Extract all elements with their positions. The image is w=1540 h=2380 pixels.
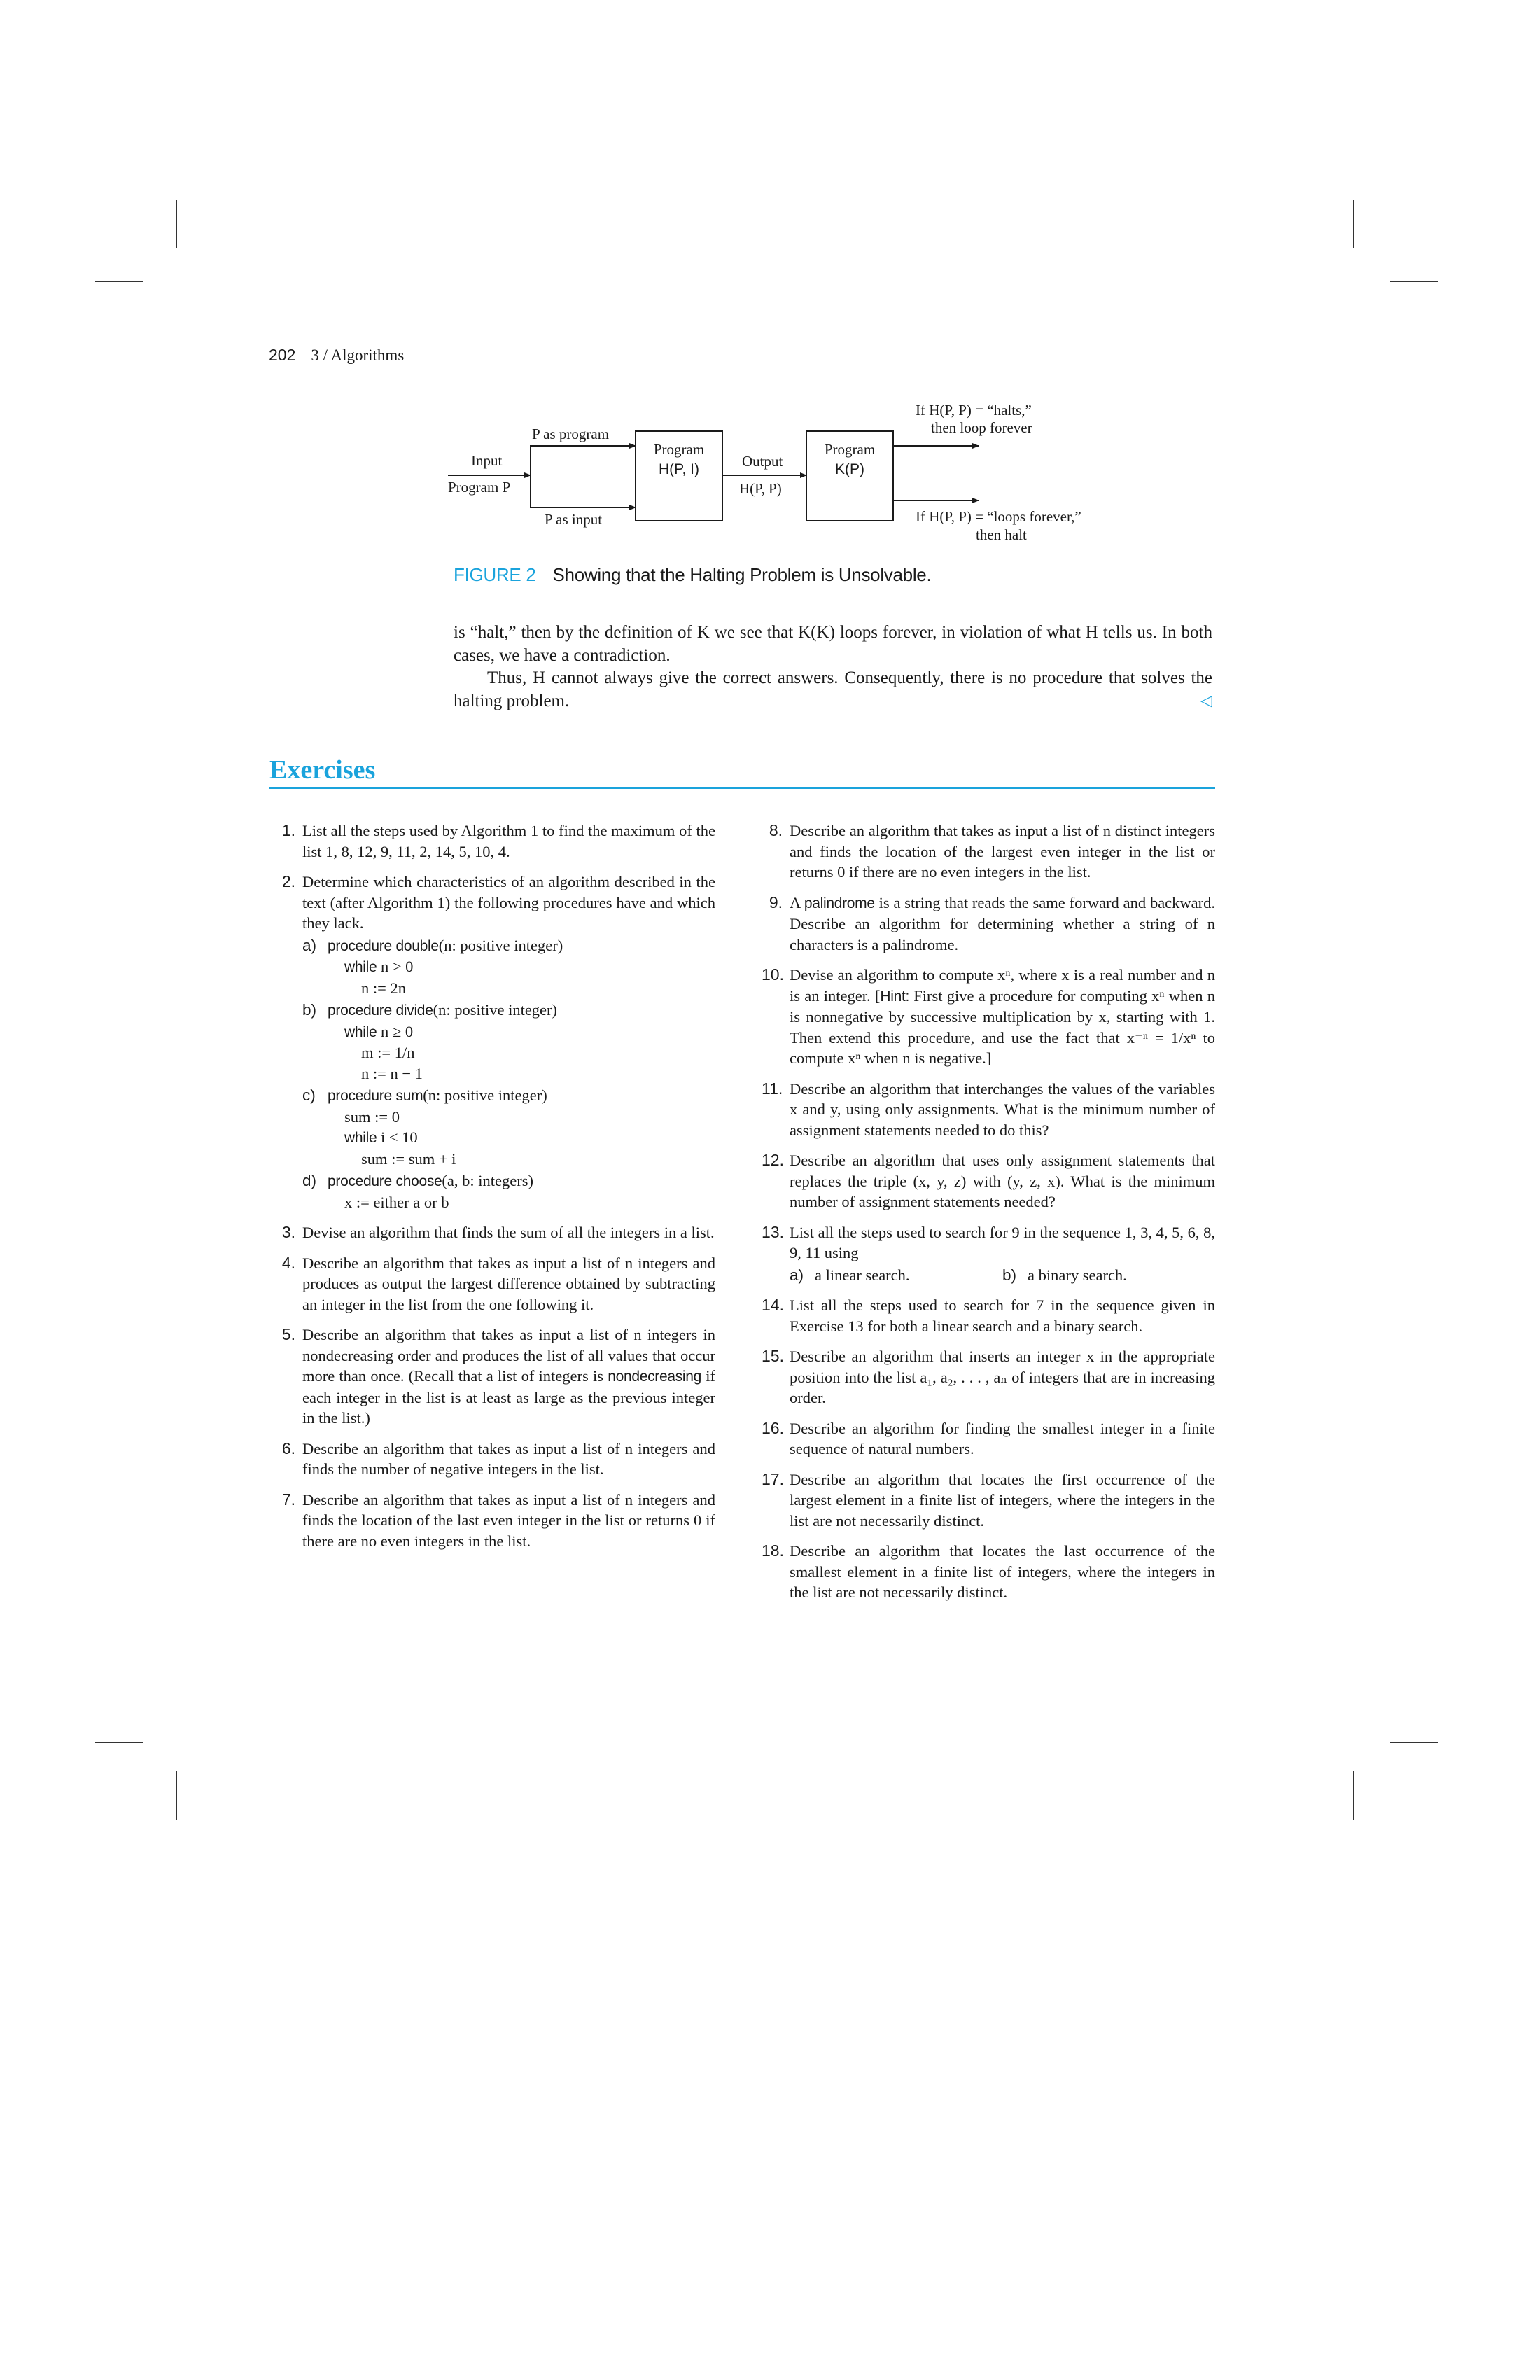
exercise-text: List all the steps used to search for 9 in the sequence 1, 3, 4, 5, 6, 8, 9, 11 using	[790, 1223, 1215, 1261]
exercise-number: 3.	[281, 1223, 295, 1241]
exercise-number: 4.	[281, 1253, 295, 1272]
crop-mark	[95, 281, 143, 282]
exercise-number: 17.	[762, 1469, 784, 1488]
exercise-part	[302, 1085, 715, 1169]
body-text	[454, 622, 1212, 713]
box1-line2: H(P, I)	[659, 461, 699, 477]
exercise-item	[762, 1079, 1215, 1141]
crop-mark	[1390, 281, 1438, 282]
exercise-part: a) a linear search.	[790, 1266, 910, 1284]
output-value: H(P, P)	[739, 480, 782, 497]
exercise-number: 8.	[769, 821, 783, 839]
crop-mark	[1390, 1742, 1438, 1743]
exercise-item	[274, 872, 715, 1212]
part-label: d)	[302, 1172, 317, 1189]
exercise-parts	[790, 1265, 1215, 1286]
halting-problem-figure	[448, 403, 1120, 557]
crop-mark	[1353, 200, 1354, 248]
part-label: a)	[302, 936, 317, 954]
exercise-text: Describe an algorithm that interchanges the values of the variables x and y, using only assignments. What is the minimum number of assignment statements needed to do this?	[790, 1079, 1215, 1139]
exercise-number: 13.	[762, 1222, 784, 1241]
exercise-item	[762, 1418, 1215, 1460]
exercise-text: Describe an algorithm that locates the last occurrence of the smallest element in a finite list of integers, where the integers in the list are not necessarily distinct.	[790, 1542, 1215, 1601]
exercise-text: Describe an algorithm that uses only assignment statements that replaces the triple (x, y, z) with (y, z, x). What is the minimum number of assignment statements needed?	[790, 1152, 1215, 1210]
exercise-text: A palindrome is a string that reads the same forward and backward. Describe an algorithm for determining whether a string of n characters is a palindrome.	[790, 893, 1216, 953]
exercise-text: Describe an algorithm that takes as input a list of n distinct integers and finds the location of the largest even integer in the list or returns 0 if there are no even integers in the list.	[790, 822, 1215, 881]
exercise-number: 7.	[281, 1490, 295, 1508]
exercise-text: Devise an algorithm that finds the sum of all the integers in a list.	[302, 1224, 715, 1241]
page-number: 202	[269, 346, 296, 364]
code-line: while i < 10	[344, 1128, 418, 1146]
exercise-item	[762, 1346, 1215, 1408]
figure-caption	[454, 564, 931, 586]
exercise-number: 1.	[281, 821, 295, 839]
figure-number: FIGURE 2	[454, 564, 536, 585]
bottom-branch-line1: If H(P, P) = “loops forever,”	[916, 508, 1082, 525]
exercise-number: 10.	[762, 965, 784, 983]
part-label: c)	[302, 1086, 316, 1104]
exercise-text: List all the steps used by Algorithm 1 to find the maximum of the list 1, 8, 12, 9, 11, 2, 14, 5, 10, 4.	[302, 822, 715, 860]
exercise-part	[302, 935, 715, 999]
exercise-number: 12.	[762, 1151, 784, 1169]
exercise-item	[274, 1324, 715, 1429]
box1-line1: Program	[653, 441, 705, 458]
figure-caption-text: Showing that the Halting Problem is Unsolvable.	[552, 564, 932, 585]
end-of-proof-icon: ◁	[1200, 692, 1212, 710]
paragraph-text: Thus, H cannot always give the correct answers. Consequently, there is no procedure that solves the halting problem.	[454, 668, 1212, 710]
exercise-part: b) a binary search.	[1002, 1266, 1127, 1284]
section-rule	[269, 788, 1215, 789]
p-as-input-label: P as input	[545, 511, 603, 528]
exercises-right-column	[762, 820, 1215, 1613]
exercise-item	[274, 1222, 715, 1243]
exercise-text: Describe an algorithm that takes as input a list of n integers in nondecreasing order and produces the list of all values that occur more than once. (Recall that a list of integers is nondecreasing if each integer in the list is at least as large as the previous integer in the list.)	[302, 1326, 716, 1427]
section-title: Exercises	[270, 755, 376, 785]
code-line: n := 2n	[361, 979, 406, 997]
exercise-item	[762, 1150, 1215, 1212]
code-line: procedure double(n: positive integer)	[328, 936, 564, 954]
output-label: Output	[742, 453, 783, 470]
exercise-item	[762, 1541, 1215, 1603]
exercise-number: 14.	[762, 1296, 784, 1314]
exercise-text: Describe an algorithm that inserts an integer x in the appropriate position into the list a₁, a₂, . . . , aₙ of integers that are in increasing order.	[790, 1348, 1215, 1406]
crop-mark	[176, 1771, 177, 1820]
exercise-number: 15.	[762, 1347, 784, 1365]
top-branch-line2: then loop forever	[931, 419, 1032, 436]
exercise-text: Describe an algorithm for finding the smallest integer in a finite sequence of natural numbers.	[790, 1419, 1215, 1457]
part-label: b)	[302, 1001, 317, 1018]
code-line: while n ≥ 0	[344, 1022, 414, 1040]
exercise-number: 18.	[762, 1541, 784, 1560]
code-line: procedure divide(n: positive integer)	[328, 1001, 558, 1018]
exercise-item	[274, 820, 715, 862]
code-line: x := either a or b	[344, 1193, 449, 1211]
exercise-part	[302, 1000, 715, 1084]
code-line: m := 1/n	[361, 1044, 415, 1061]
exercise-text: List all the steps used to search for 7 in the sequence given in Exercise 13 for both a linear search and a binary search.	[790, 1296, 1215, 1335]
exercise-item	[762, 1222, 1215, 1286]
paragraph: is “halt,” then by the definition of K we see that K(K) loops forever, in violation of what H tells us. In both cases, we have a contradiction.	[454, 623, 1212, 665]
code-line: sum := 0	[344, 1107, 400, 1126]
paragraph	[454, 667, 1212, 713]
input-label: Input	[471, 452, 503, 469]
box2-line2: K(P)	[835, 461, 864, 477]
crop-mark	[176, 200, 177, 248]
exercise-part	[302, 1170, 715, 1212]
running-head	[269, 346, 404, 365]
code-line: procedure sum(n: positive integer)	[328, 1086, 547, 1104]
exercise-item	[762, 1295, 1215, 1336]
exercise-text: Describe an algorithm that takes as input a list of n integers and finds the location of the last even integer in the list or returns 0 if there are no even integers in the list.	[302, 1490, 715, 1550]
exercise-text: Describe an algorithm that takes as input a list of n integers and produces as output the largest difference obtained by subtracting an integer in the list from the one following it.	[302, 1254, 715, 1313]
exercise-item	[274, 1490, 715, 1552]
exercise-item	[274, 1253, 715, 1315]
exercise-item	[762, 892, 1215, 955]
code-line: procedure choose(a, b: integers)	[328, 1172, 533, 1189]
exercise-number: 9.	[769, 892, 783, 911]
defined-term: nondecreasing	[608, 1368, 702, 1385]
crop-mark	[95, 1742, 143, 1743]
defined-term: palindrome	[804, 895, 875, 911]
exercise-number: 5.	[281, 1325, 295, 1343]
p-as-program-label: P as program	[532, 426, 610, 442]
exercise-number: 16.	[762, 1418, 784, 1437]
bottom-branch-line2: then halt	[976, 526, 1027, 543]
program-p-label: Program P	[448, 479, 511, 496]
exercise-item	[762, 820, 1215, 883]
box2-line1: Program	[824, 441, 876, 458]
code-line: n := n − 1	[361, 1064, 423, 1082]
crop-mark	[1353, 1771, 1354, 1820]
exercise-text: Determine which characteristics of an algorithm described in the text (after Algorithm 1) the following procedures have and which they lack.	[302, 873, 715, 932]
exercise-item	[274, 1438, 715, 1480]
top-branch-line1: If H(P, P) = “halts,”	[916, 402, 1032, 419]
code-line: while n > 0	[344, 958, 414, 975]
exercise-number: 2.	[281, 872, 295, 890]
exercise-number: 6.	[281, 1438, 295, 1457]
exercise-item	[762, 965, 1215, 1069]
exercise-text: Devise an algorithm to compute xⁿ, where x is a real number and n is an integer. [Hint: First give a procedure for computing xⁿ when n is nonnegative by successive multiplication by x, starting with 1. Then extend this procedure, and use the fact that x⁻ⁿ = 1/xⁿ to compute xⁿ when n is negative.]	[790, 966, 1216, 1067]
exercise-number: 11.	[762, 1079, 783, 1098]
exercise-text: Describe an algorithm that locates the first occurrence of the largest element in a finite list of integers, where the integers in the list are not necessarily distinct.	[790, 1470, 1215, 1530]
exercise-text: Describe an algorithm that takes as input a list of n integers and finds the number of negative integers in the list.	[302, 1439, 715, 1478]
code-line: sum := sum + i	[361, 1149, 456, 1168]
exercises-left-column	[274, 820, 715, 1561]
chapter-title: 3 / Algorithms	[311, 346, 405, 364]
exercise-item	[762, 1469, 1215, 1532]
hint-label: Hint:	[880, 988, 910, 1004]
